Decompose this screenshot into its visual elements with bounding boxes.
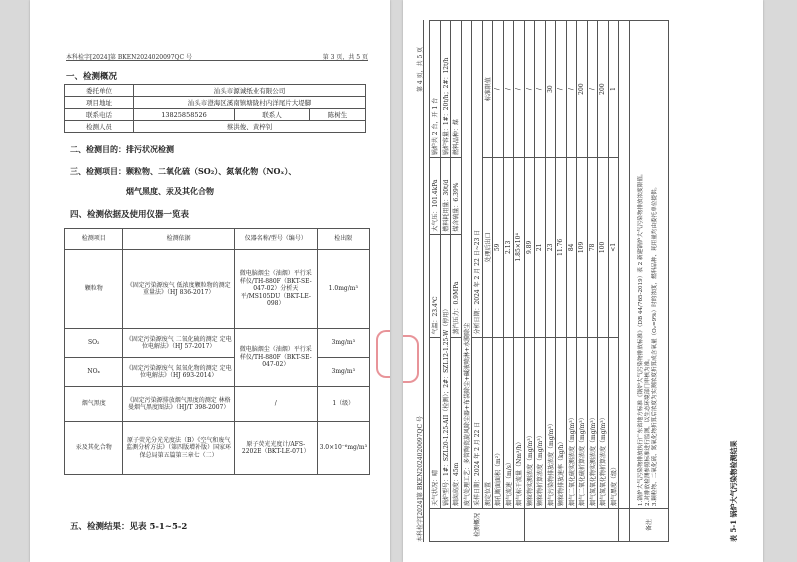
report-page-3 [30, 0, 390, 562]
param-value: 59 [493, 158, 504, 337]
table-cell: 锅炉容量：1#：20t/h；2#：12t/h [440, 21, 451, 158]
param-name: 烟气氮氧化物实测浓度（mg/m³） [587, 337, 598, 508]
param-std: 200 [598, 21, 609, 158]
table-row [65, 387, 370, 422]
table-cell: 标准限值 [482, 21, 493, 158]
table-row [619, 21, 630, 542]
table-cell: 3.0×10⁻⁶mg/m³ [317, 422, 369, 475]
param-std: / [493, 21, 504, 158]
param-std: 30 [545, 21, 556, 158]
table-cell: 《固定污染源排放烟气黑度的测定 林格曼烟气黑度图法》（HJ/T 398-2007） [123, 387, 235, 422]
table-cell: 项目地址 [65, 97, 134, 109]
overview-table [64, 84, 366, 133]
table-row [598, 21, 609, 542]
table-row [493, 21, 504, 542]
table-row [535, 21, 546, 542]
param-std: / [556, 21, 567, 158]
report-page-4 [403, 0, 763, 562]
table-row [65, 329, 370, 358]
param-name: 颗粒物排放速率（kg/h） [556, 337, 567, 508]
param-name: 烟气二氧化硫折算浓度（mg/m³） [577, 337, 588, 508]
table-cell: 《固定污染源废气 二氧化硫的测定 定电位电解法》（HJ 57-2017） [123, 329, 235, 358]
report-number: 本科检字[2024]第 BKEN2024020097QC 号 [417, 416, 424, 542]
table-row [65, 121, 366, 133]
table-row [430, 21, 441, 542]
param-value: 23 [545, 158, 556, 337]
table-cell: 3mg/m³ [317, 329, 369, 358]
table-cell: 燃料耗用量：30t/d [440, 158, 451, 234]
column-header: 检出限 [317, 229, 369, 250]
table-cell: 联系人 [235, 109, 310, 121]
table-cell: 1（级） [317, 387, 369, 422]
note-line: 2.对排放检测参照标准进行监测，以生态环境部门审核为准。 [644, 355, 651, 506]
column-header: 检测项目 [65, 229, 123, 250]
table-cell: 采样日期：2024 年 2 月 22 日 [472, 337, 483, 508]
table-cell: 锅炉型号：1#：SZL20-1.25-AII（检测）；2#：SZL12-1.25-W（停用） [440, 234, 451, 508]
table-row [608, 21, 619, 542]
page-number: 第 4 页，共 5 页 [417, 46, 424, 92]
param-std: / [524, 21, 535, 158]
table-cell: 测定位置 [482, 337, 493, 508]
param-name: 烟孔断面面积（m²） [493, 337, 504, 508]
table-row [65, 358, 370, 387]
table-cell: 蒸汽压力：0.9MPa [451, 234, 462, 337]
table-row [577, 21, 588, 542]
param-name: 烟气流速（m/s） [503, 337, 514, 508]
table-cell: 处理后出口 [482, 158, 493, 337]
table-cell: 1.0mg/m³ [317, 250, 369, 329]
page-number: 第 3 页，共 5 页 [322, 54, 368, 61]
table-cell: 大气压：101.4kPa [430, 158, 441, 234]
table-row [472, 21, 483, 542]
table-cell: 原子荧光分光光度法（B）《空气和废气监测分析方法》（第四版增补版）国家环保总局第五篇第三章七（二） [123, 422, 235, 475]
table-cell: 汕头市澄海区溪南镇塘陇村内洋尾片大堤脚 [134, 97, 366, 109]
note-line: 1.锅炉大气污染物排放执行广东省地方标准《锅炉大气污染物排放标准》（DB 44/765-2019）表 2 新建锅炉大气污染物排放浓度限值。 [637, 170, 644, 506]
table-cell [619, 21, 630, 509]
param-std: 200 [577, 21, 588, 158]
table-cell: 天气状况：晴 [430, 337, 441, 508]
param-std: / [503, 21, 514, 158]
table-row [65, 97, 366, 109]
rotated-content [403, 0, 763, 562]
section-items: 三、检测项目：颗粒物、二氧化硫（SO₂）、氮氧化物（NOₓ）、 [70, 166, 297, 176]
table-cell: 烟气黑度 [65, 387, 123, 422]
param-value: 100 [598, 158, 609, 337]
table-row [524, 21, 535, 542]
table-row [545, 21, 556, 542]
table-cell: 颗粒物 [65, 250, 123, 329]
param-value: 9.89 [524, 158, 535, 337]
param-name: 颗粒物折算浓度（mg/m³） [535, 337, 546, 508]
section-basis-title: 四、检测依据及使用仪器一览表 [70, 210, 190, 220]
table-row [587, 21, 598, 542]
table-cell: 3mg/m³ [317, 358, 369, 387]
param-std: 1 [608, 21, 619, 158]
table-row [65, 250, 370, 329]
table-cell: 陈树生 [310, 109, 366, 121]
param-value: 21 [535, 158, 546, 337]
table-cell: 煤含硫量：6.39% [451, 158, 462, 234]
section-results: 五、检测结果：见表 5-1~5-2 [70, 522, 188, 532]
table-row [629, 21, 668, 542]
table-row [65, 422, 370, 475]
basis-table [64, 228, 370, 475]
table-cell: 委托单位 [65, 85, 134, 97]
param-std: / [587, 21, 598, 158]
param-std: / [514, 21, 525, 158]
table-row [482, 21, 493, 542]
param-name: 烟气标干流量（Nm³/h） [514, 337, 525, 508]
param-value: 1.85×10⁴ [514, 158, 525, 337]
table-cell: 检测人员 [65, 121, 134, 133]
table-cell: / [234, 387, 317, 422]
notes-cell [629, 21, 668, 509]
table-title: 表 5-1 锅炉大气污染物检测结果 [729, 440, 738, 542]
param-std: / [535, 21, 546, 158]
seal-stamp [376, 330, 390, 378]
note-line: 3.颗粒物、二氧化硫、氮氧化物折算后浓度为实测浓度折算成含氧量（O₂=9%）时的浓度，燃料品种、耗用量均由委托单位提供。 [652, 183, 659, 506]
table-cell: 烟囱高度：45m [451, 337, 462, 508]
table-row [65, 85, 366, 97]
table-cell: 蔡洪俊、黄梓钊 [134, 121, 366, 133]
param-name: 烟气氮氧化物折算浓度（mg/m³） [598, 337, 609, 508]
table-cell: 汞及其化合物 [65, 422, 123, 475]
param-name: 烟气二氧化硫实测浓度（mg/m³） [566, 337, 577, 508]
table-cell: 燃料品种：煤 [451, 21, 462, 158]
header-rule [66, 60, 368, 61]
table-row [556, 21, 567, 542]
table-cell: 锅炉共 2 台，开 1 台 [430, 21, 441, 158]
param-value: 2.13 [503, 158, 514, 337]
param-value: <1 [608, 158, 619, 337]
table-cell: 废气处理工艺：多管陶瓷旋风除尘器+布袋除尘+碱液喷淋+水膜除尘 [461, 21, 472, 509]
table-row [514, 21, 525, 542]
table-cell: 检测概况 [430, 509, 525, 542]
results-table [429, 20, 669, 542]
param-name: 颗粒物实测浓度（mg/m³） [524, 337, 535, 508]
table-row [440, 21, 451, 542]
param-name: 烟气黑度（级） [608, 337, 619, 508]
table-cell: 微电脑烟尘（油烟）平行采样仪/TH-880F（BKT-SE-047-02） [234, 329, 317, 387]
param-value: 11.76 [556, 158, 567, 337]
table-row [451, 21, 462, 542]
param-value: 84 [566, 158, 577, 337]
param-name: 烟气污染物排放浓度（mg/m³） [545, 337, 556, 508]
table-cell: 13825858526 [134, 109, 235, 121]
column-header: 检测依据 [123, 229, 235, 250]
notes-label: 备注 [629, 509, 668, 542]
table-cell: 《固定污染源废气 低浓度颗粒物的测定 重量法》（HJ 836-2017） [123, 250, 235, 329]
table-cell [619, 509, 630, 542]
table-header-row [65, 229, 370, 250]
table-cell: 微电脑烟尘（油烟）平行采样仪/TH-880F（BKT-SE-047-02）分析天平/MS105DU（BKT-LE-098） [234, 250, 317, 329]
table-cell: 《固定污染源废气 氮氧化物的测定 定电位电解法》（HJ 693-2014） [123, 358, 235, 387]
table-cell: 分析日期：2024 年 2 月 22 日~23 日 [472, 21, 483, 338]
report-number: 本科检字[2024]第 BKEN2024020097QC 号 [66, 54, 192, 61]
table-cell: NOₓ [65, 358, 123, 387]
param-std: / [566, 21, 577, 158]
param-value: 109 [577, 158, 588, 337]
table-cell: 原子荧光光度计/AFS-2202E（BKT-LE-071） [234, 422, 317, 475]
table-cell: SO₂ [65, 329, 123, 358]
table-cell: 联系电话 [65, 109, 134, 121]
table-row [461, 21, 472, 542]
table-row [65, 109, 366, 121]
section-purpose: 二、检测目的：排污状况检测 [70, 144, 174, 154]
table-row [566, 21, 577, 542]
header-rule [423, 20, 424, 542]
section-items-cont: 烟气黑度、汞及其化合物 [126, 186, 214, 196]
param-value: 78 [587, 158, 598, 337]
table-cell [524, 509, 619, 542]
table-row [503, 21, 514, 542]
table-cell: 气温：23.4℃ [430, 234, 441, 337]
column-header: 仪器名称/型号（编号） [234, 229, 317, 250]
table-cell: 汕头市源诚纸业有限公司 [134, 85, 366, 97]
section-overview-title: 一、检测概况 [66, 72, 118, 82]
